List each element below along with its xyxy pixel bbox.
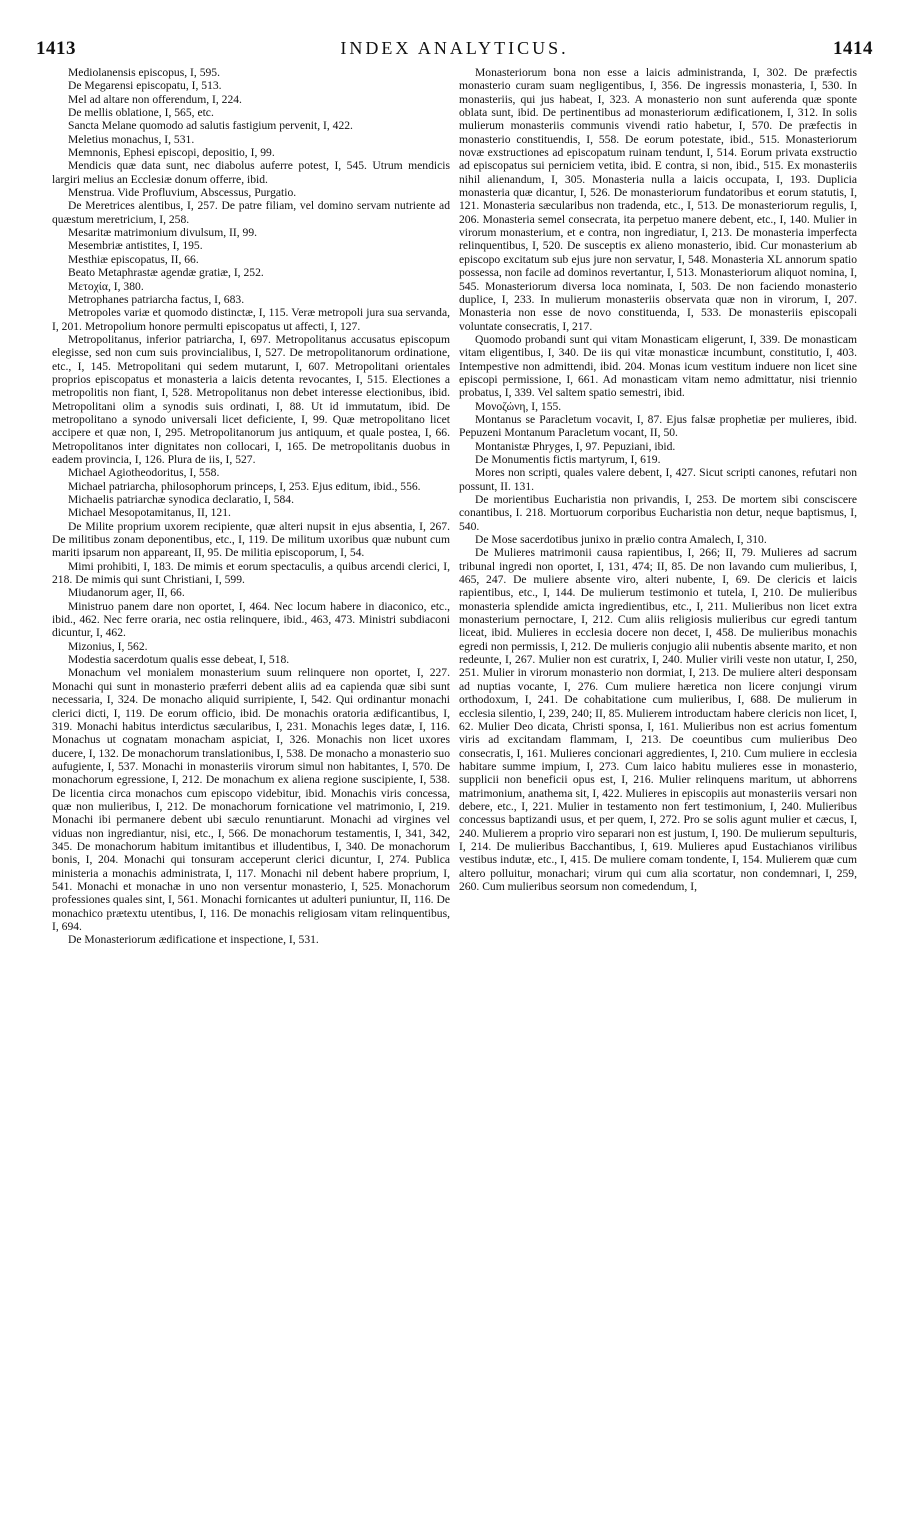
index-entry: Monasteriorum bona non esse a laicis administranda, I, 302. De præfectis monasterio curam suam negligentibus, I, 356. De ingressis monasteria, I, 530. In monasteriis, qui jus habeat, I, 323. A monasterio non sunt auferenda quæ sponte oblata sunt, ibid. De pertinentibus ad monasteriorum ædificationem, I, 312. In solis mulierum monasteriis communis vivendi ratio habetur, I, 570. De præfectis in monasterio constituendis, I, 558. De eorum potestate, ibid., 515. Monasteriorum novæ exstructiones ad episcopatum ruinam tendunt, I, 514. Eorum privata exstructio ad episcopatus sui perniciem vetita, ibid. E contra, si non, ibid., 515. Ex monasteriis nihil alienandum, I, 305. Monasteria nulla a laicis occupata, I, 193. Duplicia monasteria quæ dicantur, I, 526. De monasteriorum fundatoribus et eorum statutis, I, 121. Monasteria sæcularibus non tradenda, etc., I, 513. De monasteriorum regulis, I, 206. Monasteria semel consecrata, ita perpetuo manere debent, etc., I, 140. Mulier in virorum monasterium, et e contra, non ingrediatur, I, 213. De monasteria imperfecta relinquentibus, I, 520. De susceptis ex alieno monasterio, ibid. Cur monasterium ab episcopo excitatum sub ejus jure non servatur, I, 548. Monasteria XL annorum spatio possessa, non facile ad dominos revertantur, I, 513. Monasteriorum aliquot nomina, I, 545. Monasteriorum diversa loca nominata, I, 503. De non faciendo monasterio duplice, I, 233. In mulierum monasteriis observata quæ non in virorum, I, 207. Monasteria non esse de novo constituenda, I, 533. De monasteriis episcopali voluntate consecratis, I, 217. — [459, 66, 857, 333]
index-entry: Modestia sacerdotum qualis esse debeat, I, 518. — [68, 653, 290, 667]
index-entry: Metropoles variæ et quomodo distinctæ, I, 115. Veræ metropoli jura sua servanda, I, 201. Metropolium honore permulti episcopatus ut affecti, I, 127. — [52, 306, 450, 333]
index-entry: Montanus se Paracletum vocavit, I, 87. Ejus falsæ prophetiæ per mulieres, ibid. Pepuzeni Montanum Paracletum vocant, II, 50. — [459, 412, 857, 440]
index-entry: Monachum vel monialem monasterium suum relinquere non oportet, I, 227. Monachi qui sunt in monasterio præferri debent aliis ad ea capienda quæ sibi sunt necessaria, I, 324. De monacho aliquid surripiente, I, 542. Qui ordinantur monachi clerici dicti, I, 119. De eorum officio, ibid. De monachis oratoria ædificantibus, I, 319. Monachi habitus interdictus sæcularibus, I, 231. Monachis leges datæ, I, 116. Monachus ut cognatam monacham aspiciat, I, 326. Monachis non licet uxores ducere, I, 132. De monachorum translationibus, I, 538. De monacho a monasterio suo aufugiente, I, 537. Monachi in monasteriis virorum simul non habitantes, I, 570. De monachorum egressione, I, 212. De monachum ex aliena regione suscipiente, I, 538. De licentia circa monachos cum episcopo videbitur, ibid. Monachis viris concessa, quæ non mulieribus, I, 212. De monachorum fornicatione vel matrimonio, I, 219. Monachi ibi permanere debent ubi sæculo renuntiarunt. Monachi ad virgines vel viduas non ingrediantur, nisi, etc., I, 566. De monachorum testamentis, I, 341, 342, 345. De monachorum habitum imitantibus et illudentibus, I, 340. De monachorum bonis, I, 204. Monachi qui tonsuram acceperunt clerici dicuntur, I, 274. Publica ministeria a monachis administrata, I, 117. Monachi nil debent habere proprium, I, 541. Monachi et monachæ in uno non versentur monasterio, I, 525. Monachorum professiones quales sint, I, 561. Monachi fornicantes ut adulteri puniuntur, II, 116. De monachico prætextu utentibus, I, 116. De monachis religiosam vitam relinquentibus, I, 694. — [52, 666, 450, 933]
index-entry: Memnonis, Ephesi episcopi, depositio, I, 99. — [68, 146, 275, 160]
index-entry: Μετοχία, I, 380. — [68, 279, 144, 293]
index-entry: Michaelis patriarchæ synodica declaratio, I, 584. — [68, 493, 294, 506]
index-entry: Metrophanes patriarcha factus, I, 683. — [68, 292, 245, 306]
index-entry: Mimi prohibiti, I, 183. De mimis et eorum spectaculis, a quibus arcendi clerici, I, 218. De mimis qui sunt Christiani, I, 599. — [52, 559, 450, 587]
page-header — [36, 38, 873, 64]
index-column-left — [52, 66, 450, 1521]
index-entry: Ministruo panem dare non oportet, I, 464. Nec locum habere in diaconico, etc., ibid., 462. Nec ferre oraria, nec ostia relinquere, ibid., 463, 473. Ministri subdiaconi dicuntur, I, 462. — [52, 599, 450, 640]
index-entry: De Monasteriorum ædificatione et inspectione, I, 531. — [68, 933, 319, 947]
index-entry: De Meretrices alentibus, I, 257. De patre filiam, vel domino servam nutriente ad quæstum meretricium, I, 258. — [52, 199, 450, 226]
page-number-right: 1414 — [833, 38, 873, 59]
index-entry: Michael Mesopotamitanus, II, 121. — [68, 506, 231, 520]
index-entry: Metropolitanus, inferior patriarcha, I, 697. Metropolitanus accusatus episcopum elegisse, sed non cum suis provincialibus, I, 527. De metropolitanorum ordinatione, etc., I, 145. Metropolitani qui sedem mutarunt, I, 607. Metropolitani orientales proprios episcopatus et monasteria a laicis detenta revocantes, I, 515. Electiones a metropolitis non fiant, I, 528. Metropolitanus non debet interesse electionibus, ibid. Metropolitani olim a synodis suis ordinati, I, 88. Ut id immutatum, ibid. De metropolitano a synodo universali licet deficiente, I, 99. Quæ metropolitano licet accipere et quæ non, I, 295. Metropolitanorum jus antiquum, et quale postea, I, 66. Metropolitanos inter dignitates non collocari, I, 165. De metropolitanis duobus in eadem provincia, I, 126. Plura de iis, I, 527. — [52, 332, 450, 466]
index-entry: Meletius monachus, I, 531. — [68, 132, 195, 146]
index-entry: Mediolanensis episcopus, I, 595. — [68, 66, 220, 79]
page-number-left: 1413 — [36, 38, 76, 59]
index-entry: De mellis oblatione, I, 565, etc. — [68, 106, 214, 120]
index-entry: Sancta Melane quomodo ad salutis fastigium pervenit, I, 422. — [68, 119, 353, 133]
index-entry: Michael patriarcha, philosophorum princeps, I, 253. Ejus editum, ibid., 556. — [68, 479, 421, 493]
index-entry: Menstrua. Vide Profluvium, Abscessus, Purgatio. — [68, 186, 297, 200]
index-entry: Quomodo probandi sunt qui vitam Monasticam eligerunt, I, 339. De monasticam vitam eligentibus, I, 340. De iis qui vitæ monasticæ incumbunt, constitutio, I, 403. Intempestive non admittendi, ibid. 204. Monas icum vestitum induere non licet sine episcopi permissione, I, 661. Ad monasticam vitam nemo admittatur, nisi triennio probatus, I, 339. Vel saltem spatio semestri, ibid. — [459, 332, 857, 400]
index-entry: Mesembriæ antistites, I, 195. — [68, 239, 203, 253]
index-entry: De Megarensi episcopatu, I, 513. — [68, 79, 222, 93]
index-entry: De Mose sacerdotibus junixo in prælio contra Amalech, I, 310. — [475, 533, 767, 547]
index-entry: De morientibus Eucharistia non privandis, I, 253. De mortem sibi consciscere conantibus, I. 218. Mortuorum corporibus Eucharistia non detur, neque baptismus, I, 540. — [459, 493, 857, 533]
index-entry: Mores non scripti, quales valere debent, I, 427. Sicut scripti canones, refutari non possunt, II. 131. — [459, 466, 857, 493]
index-column-right — [459, 66, 857, 1521]
index-entry: Mesthiæ episcopatus, II, 66. — [68, 252, 199, 266]
index-entry: Miudanorum ager, II, 66. — [68, 586, 185, 600]
index-entry: Mel ad altare non offerendum, I, 224. — [68, 92, 242, 106]
index-entry: Mendicis quæ data sunt, nec diabolus auferre potest, I, 545. Utrum mendicis largiri melius an Ecclesiæ donum offerre, ibid. — [52, 159, 450, 186]
index-entry: De Milite proprium uxorem recipiente, quæ alteri nupsit in ejus absentia, I, 267. De militibus zonam deponentibus, etc., I, 119. De militum uxoribus quæ nubunt cum mariti ipsarum non appareant, II, 95. De militia episcoporum, I, 54. — [52, 519, 450, 560]
index-entry: Montanistæ Phryges, I, 97. Pepuziani, ibid. — [475, 439, 676, 453]
running-title: INDEX ANALYTICUS. — [340, 38, 569, 58]
index-entry: Michael Agiotheodoritus, I, 558. — [68, 466, 220, 480]
index-entry: Beato Metaphrastæ agendæ gratiæ, I, 252. — [68, 266, 264, 280]
index-entry: Μονοζώνη, I, 155. — [475, 399, 562, 413]
index-entry: Mesaritæ matrimonium divulsum, II, 99. — [68, 226, 258, 240]
index-entry: De Monumentis fictis martyrum, I, 619. — [475, 452, 661, 466]
index-entry: De Mulieres matrimonii causa rapientibus, I, 266; II, 79. Mulieres ad sacrum tribunal ingredi non oportet, I, 131, 474; II, 85. De non lavando cum mulieribus, I, 465, 247. De muliere absente viro, alteri nubente, I, 69. De clericis et laicis rapientibus, etc., I, 144. De mulierum testimonio et tutela, I, 210. De mulieribus monasteria splendide amicta ingredientibus, etc., I, 211. Mulieribus non licet extra monasterium pernoctare, I, 212. Cum aliis religiosis mulieribus cur egredi tantum liceat, ibid. Mulieres in ecclesia docere non decet, I, 458. De mulieribus monachis egredi non permissis, I, 212. De mulieris conjugio alii nubentis absente marito, et non redeunte, I, 267. Mulier non est curatrix, I, 240. Mulier virili veste non utatur, I, 250, 251. Mulier in virorum monasterio non dormiat, I, 213. De muliere alteri desponsam ad nuptias vocante, I, 276. Cum muliere hæretica non licere conjungi virum orthodoxum, I, 241. De cohabitatione cum mulieribus, I, 688. De mulierum in ecclesia silentio, I, 239, 240; II, 85. Mulierem introductam habere clericis non licet, I, 62. Mulier Deo dicata, Christi sponsa, I, 161. Mulieribus non est acrius fomentum viris ad excitandam flammam, I, 213. De coeuntibus cum mulieribus Deo consecratis, I, 161. Mulieres concionari aggredientes, I, 210. Cum muliere in ecclesia habitare summe impium, I, 273. Cum laico habitu mulieres esse in monasterio, supplicii non beneficii opus est, I, 216. Mulier relinquens maritum, ut abhorrens matrimonium, anathema sit, I, 422. Mulieres in episcopiis aut monasteriis versari non debere, etc., I, 221. Mulier in testamento non fert testimonium, I, 240. Mulieribus concessus baptizandi usus, et per quem, I, 272. Pro se solis agunt mulier et cæcus, I, 240. Mulierem a proprio viro separari non est justum, I, 190. De mulierum sepulturis, I, 214. De mulieribus Bacchantibus, I, 619. Mulieres apud Eustachianos virilibus vestibus indutæ, etc., I, 415. De muliere comam tondente, I, 154. Mulierem quæ cum altero polluitur, monachari; virum qui cum alia scortatur, non condemnari, I, 259, 260. Cum mulieribus seorsum non comedendum, I, — [459, 546, 857, 893]
index-entry: Mizonius, I, 562. — [68, 639, 148, 653]
